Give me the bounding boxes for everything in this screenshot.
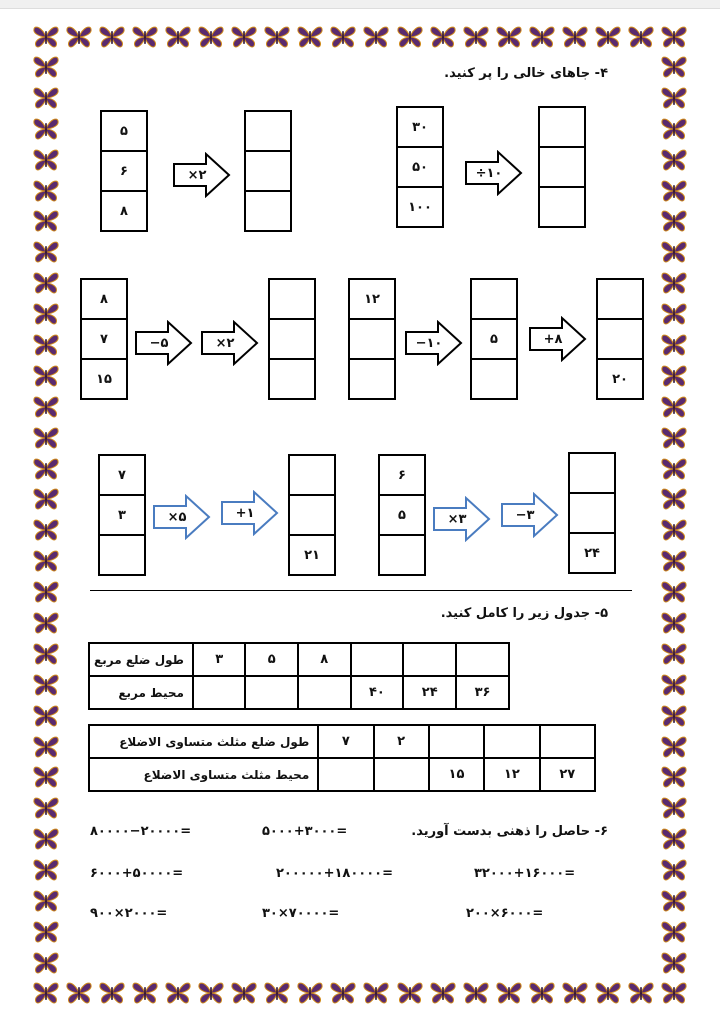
butterfly-icon xyxy=(528,980,556,1006)
butterfly-icon xyxy=(98,980,126,1006)
butterfly-icon xyxy=(660,980,688,1006)
chain5-op1-label: ×۵ xyxy=(167,509,187,525)
answer-cell[interactable] xyxy=(318,758,373,791)
butterfly-icon xyxy=(296,24,324,50)
chain6-answer-cell[interactable] xyxy=(570,494,614,534)
butterfly-icon xyxy=(362,980,390,1006)
chain3-answer-cell[interactable] xyxy=(270,280,314,320)
chain4-answer-cell[interactable] xyxy=(472,280,516,320)
chain4-answer-cell[interactable] xyxy=(598,320,642,360)
chain5-input-box xyxy=(98,454,146,576)
butterfly-icon xyxy=(660,301,688,327)
chain5-answer-cell[interactable] xyxy=(100,536,144,574)
chain4-middle-cell: ۵ xyxy=(472,320,516,360)
butterfly-icon xyxy=(329,980,357,1006)
butterfly-icon xyxy=(660,579,688,605)
butterfly-icon xyxy=(660,826,688,852)
butterfly-icon xyxy=(660,24,688,50)
butterfly-icon xyxy=(660,950,688,976)
butterfly-icon xyxy=(660,641,688,667)
math-expression: ۸۰۰۰۰−۲۰۰۰۰= xyxy=(90,824,192,839)
butterfly-icon xyxy=(660,456,688,482)
butterfly-icon xyxy=(230,980,258,1006)
butterfly-icon xyxy=(660,486,688,512)
table-row xyxy=(89,725,595,758)
chain5-output-cell: ۲۱ xyxy=(304,547,320,563)
butterfly-icon xyxy=(660,85,688,111)
butterfly-icon xyxy=(32,517,60,543)
butterfly-border-bottom xyxy=(32,980,688,1006)
chain2-answer-cell[interactable] xyxy=(540,148,584,188)
chain1-answer-cell[interactable] xyxy=(246,152,290,192)
table-cell: ۲۷ xyxy=(540,758,595,791)
math-expression: ۹۰۰×۲۰۰۰= xyxy=(90,906,168,921)
butterfly-icon xyxy=(131,980,159,1006)
butterfly-icon xyxy=(32,54,60,80)
butterfly-icon xyxy=(296,980,324,1006)
table-cell: ۷ xyxy=(318,725,373,758)
row-label: محیط مثلث متساوی الاضلاع xyxy=(89,758,318,791)
chain1-answer-cell[interactable] xyxy=(246,112,290,152)
chain5-op2-label: +۱ xyxy=(235,505,255,521)
butterfly-icon xyxy=(65,24,93,50)
row-label: طول ضلع مثلث متساوی الاضلاع xyxy=(89,725,318,758)
butterfly-icon xyxy=(32,703,60,729)
butterfly-icon xyxy=(164,24,192,50)
chain1-output-box xyxy=(244,110,292,232)
answer-cell[interactable] xyxy=(374,758,429,791)
q6-heading: ۶- حاصل را ذهنی بدست آورید. xyxy=(411,824,608,839)
chain1-op-label: ×۲ xyxy=(187,167,207,183)
chain4-output-box xyxy=(596,278,644,400)
butterfly-icon xyxy=(32,301,60,327)
butterfly-icon xyxy=(660,178,688,204)
butterfly-border-left xyxy=(32,54,60,976)
butterfly-icon xyxy=(32,579,60,605)
chain6-output-box xyxy=(568,452,616,574)
chain6-input-box xyxy=(378,454,426,576)
chain1-input-cell: ۵ xyxy=(102,112,146,152)
chain6-output-cell: ۲۴ xyxy=(584,545,600,561)
butterfly-icon xyxy=(32,857,60,883)
chain4-op1-label: −۱۰ xyxy=(415,335,443,351)
chain2-answer-cell[interactable] xyxy=(540,188,584,226)
butterfly-icon xyxy=(131,24,159,50)
butterfly-icon xyxy=(594,24,622,50)
chain6-arrow-2 xyxy=(500,492,560,538)
butterfly-icon xyxy=(660,425,688,451)
butterfly-icon xyxy=(660,764,688,790)
math-expression: ۲۰۰۰۰۰+۱۸۰۰۰۰= xyxy=(276,866,393,881)
answer-cell[interactable] xyxy=(298,676,351,709)
chain6-arrow-1 xyxy=(432,496,492,542)
butterfly-icon xyxy=(362,24,390,50)
chain5-arrow-2 xyxy=(220,490,280,536)
table-cell: ۳ xyxy=(193,643,246,676)
table-cell: ۱۵ xyxy=(429,758,484,791)
chain3-input-box xyxy=(80,278,128,400)
q4-heading: ۴- جاهای خالی را پر کنید. xyxy=(444,66,608,81)
chain4-answer-cell[interactable] xyxy=(350,320,394,360)
chain2-input-box xyxy=(396,106,444,228)
butterfly-icon xyxy=(660,672,688,698)
row-label: طول ضلع مربع xyxy=(89,643,193,676)
math-expression: ۵۰۰۰+۳۰۰۰= xyxy=(262,824,348,839)
butterfly-icon xyxy=(462,980,490,1006)
chain3-op2-label: ×۲ xyxy=(215,335,235,351)
answer-cell[interactable] xyxy=(484,725,539,758)
chain5-output-box xyxy=(288,454,336,576)
butterfly-icon xyxy=(660,116,688,142)
butterfly-icon xyxy=(660,208,688,234)
chain2-output-box xyxy=(538,106,586,228)
butterfly-icon xyxy=(32,85,60,111)
chain3-output-box xyxy=(268,278,316,400)
butterfly-icon xyxy=(32,332,60,358)
chain1-answer-cell[interactable] xyxy=(246,192,290,230)
table-cell: ۵ xyxy=(245,643,298,676)
butterfly-icon xyxy=(32,116,60,142)
q5-heading: ۵- جدول زیر را کامل کنید. xyxy=(440,606,608,621)
square-table xyxy=(88,642,510,710)
chain4-answer-cell[interactable] xyxy=(598,280,642,320)
butterfly-icon xyxy=(329,24,357,50)
butterfly-icon xyxy=(32,239,60,265)
section-divider xyxy=(90,590,632,591)
butterfly-icon xyxy=(660,919,688,945)
butterfly-icon xyxy=(197,980,225,1006)
butterfly-icon xyxy=(627,24,655,50)
butterfly-icon xyxy=(32,178,60,204)
table-cell: ۳۶ xyxy=(456,676,509,709)
butterfly-icon xyxy=(627,980,655,1006)
table-cell: ۱۲ xyxy=(484,758,539,791)
butterfly-icon xyxy=(660,517,688,543)
butterfly-icon xyxy=(32,363,60,389)
math-expression: ۳۲۰۰۰+۱۶۰۰۰= xyxy=(474,866,576,881)
answer-cell[interactable] xyxy=(245,676,298,709)
butterfly-icon xyxy=(660,548,688,574)
table-cell: ۸ xyxy=(298,643,351,676)
page-top-edge xyxy=(0,0,720,9)
chain2-input-cell: ۳۰ xyxy=(398,108,442,148)
chain2-input-cell: ۵۰ xyxy=(398,148,442,188)
butterfly-icon xyxy=(660,888,688,914)
chain6-input-cell: ۶ xyxy=(380,456,424,496)
butterfly-icon xyxy=(594,980,622,1006)
butterfly-icon xyxy=(32,672,60,698)
butterfly-icon xyxy=(32,980,60,1006)
butterfly-icon xyxy=(660,270,688,296)
answer-cell[interactable] xyxy=(351,643,404,676)
table-cell: ۲ xyxy=(374,725,429,758)
chain4-arrow-1 xyxy=(404,320,464,366)
butterfly-icon xyxy=(561,980,589,1006)
chain4-answer-cell[interactable] xyxy=(472,360,516,398)
chain3-answer-cell[interactable] xyxy=(270,360,314,398)
chain3-arrow-2 xyxy=(200,320,260,366)
butterfly-icon xyxy=(429,980,457,1006)
chain3-input-cell: ۱۵ xyxy=(96,371,112,387)
table-row xyxy=(89,676,509,709)
butterfly-icon xyxy=(164,980,192,1006)
butterfly-icon xyxy=(396,980,424,1006)
butterfly-icon xyxy=(32,826,60,852)
butterfly-icon xyxy=(660,857,688,883)
chain6-op2-label: −۳ xyxy=(515,507,535,523)
chain6-input-cell: ۵ xyxy=(380,496,424,536)
butterfly-icon xyxy=(396,24,424,50)
chain2-input-cell: ۱۰۰ xyxy=(408,199,432,215)
butterfly-icon xyxy=(660,734,688,760)
chain2-op-label: ÷۱۰ xyxy=(475,165,503,181)
butterfly-icon xyxy=(32,208,60,234)
answer-cell[interactable] xyxy=(193,676,246,709)
butterfly-icon xyxy=(32,764,60,790)
butterfly-icon xyxy=(32,950,60,976)
butterfly-border-right xyxy=(660,54,688,976)
butterfly-icon xyxy=(32,270,60,296)
chain5-arrow-1 xyxy=(152,494,212,540)
butterfly-icon xyxy=(462,24,490,50)
butterfly-icon xyxy=(197,24,225,50)
butterfly-icon xyxy=(660,147,688,173)
butterfly-icon xyxy=(429,24,457,50)
table-row xyxy=(89,758,595,791)
butterfly-icon xyxy=(660,610,688,636)
chain3-input-cell: ۸ xyxy=(82,280,126,320)
butterfly-icon xyxy=(32,641,60,667)
chain2-answer-cell[interactable] xyxy=(540,108,584,148)
answer-cell[interactable] xyxy=(456,643,509,676)
butterfly-icon xyxy=(660,703,688,729)
butterfly-icon xyxy=(528,24,556,50)
butterfly-icon xyxy=(660,54,688,80)
butterfly-icon xyxy=(32,610,60,636)
butterfly-icon xyxy=(660,363,688,389)
chain3-arrow-1 xyxy=(134,320,194,366)
chain5-input-cell: ۳ xyxy=(100,496,144,536)
row-label: محیط مربع xyxy=(89,676,193,709)
butterfly-icon xyxy=(32,888,60,914)
chain4-middle-box xyxy=(470,278,518,400)
chain1-input-box xyxy=(100,110,148,232)
butterfly-icon xyxy=(32,456,60,482)
butterfly-icon xyxy=(32,394,60,420)
butterfly-icon xyxy=(263,24,291,50)
chain4-input-cell: ۱۲ xyxy=(350,280,394,320)
butterfly-icon xyxy=(32,548,60,574)
butterfly-icon xyxy=(660,239,688,265)
butterfly-icon xyxy=(660,795,688,821)
butterfly-icon xyxy=(660,394,688,420)
butterfly-icon xyxy=(32,24,60,50)
chain5-answer-cell[interactable] xyxy=(290,496,334,536)
butterfly-icon xyxy=(561,24,589,50)
chain3-op1-label: −۵ xyxy=(149,335,169,351)
butterfly-icon xyxy=(230,24,258,50)
chain3-answer-cell[interactable] xyxy=(270,320,314,360)
chain1-input-cell: ۶ xyxy=(102,152,146,192)
chain4-input-box xyxy=(348,278,396,400)
chain4-op2-label: +۸ xyxy=(543,331,563,347)
chain6-op1-label: ×۳ xyxy=(447,511,467,527)
chain6-answer-cell[interactable] xyxy=(380,536,424,574)
chain6-answer-cell[interactable] xyxy=(570,454,614,494)
chain5-input-cell: ۷ xyxy=(100,456,144,496)
butterfly-icon xyxy=(98,24,126,50)
butterfly-border-top xyxy=(32,24,688,50)
butterfly-icon xyxy=(65,980,93,1006)
butterfly-icon xyxy=(32,147,60,173)
answer-cell[interactable] xyxy=(429,725,484,758)
chain4-answer-cell[interactable] xyxy=(350,360,394,398)
butterfly-icon xyxy=(32,795,60,821)
chain5-answer-cell[interactable] xyxy=(290,456,334,496)
butterfly-icon xyxy=(660,332,688,358)
answer-cell[interactable] xyxy=(403,643,456,676)
triangle-table xyxy=(88,724,596,792)
chain4-arrow-2 xyxy=(528,316,588,362)
chain1-arrow xyxy=(172,152,232,198)
table-cell: ۲۴ xyxy=(403,676,456,709)
answer-cell[interactable] xyxy=(540,725,595,758)
chain1-input-cell: ۸ xyxy=(120,203,128,219)
math-expression: ۶۰۰۰+۵۰۰۰۰= xyxy=(90,866,184,881)
butterfly-icon xyxy=(32,734,60,760)
butterfly-icon xyxy=(495,24,523,50)
math-expression: ۲۰۰×۶۰۰۰= xyxy=(466,906,544,921)
chain2-arrow xyxy=(464,150,524,196)
table-cell: ۴۰ xyxy=(351,676,404,709)
table-row xyxy=(89,643,509,676)
butterfly-icon xyxy=(263,980,291,1006)
butterfly-icon xyxy=(32,486,60,512)
butterfly-icon xyxy=(32,919,60,945)
math-expression: ۳۰×۷۰۰۰۰= xyxy=(262,906,340,921)
butterfly-icon xyxy=(32,425,60,451)
chain3-input-cell: ۷ xyxy=(82,320,126,360)
chain4-output-cell: ۲۰ xyxy=(612,371,628,387)
butterfly-icon xyxy=(495,980,523,1006)
